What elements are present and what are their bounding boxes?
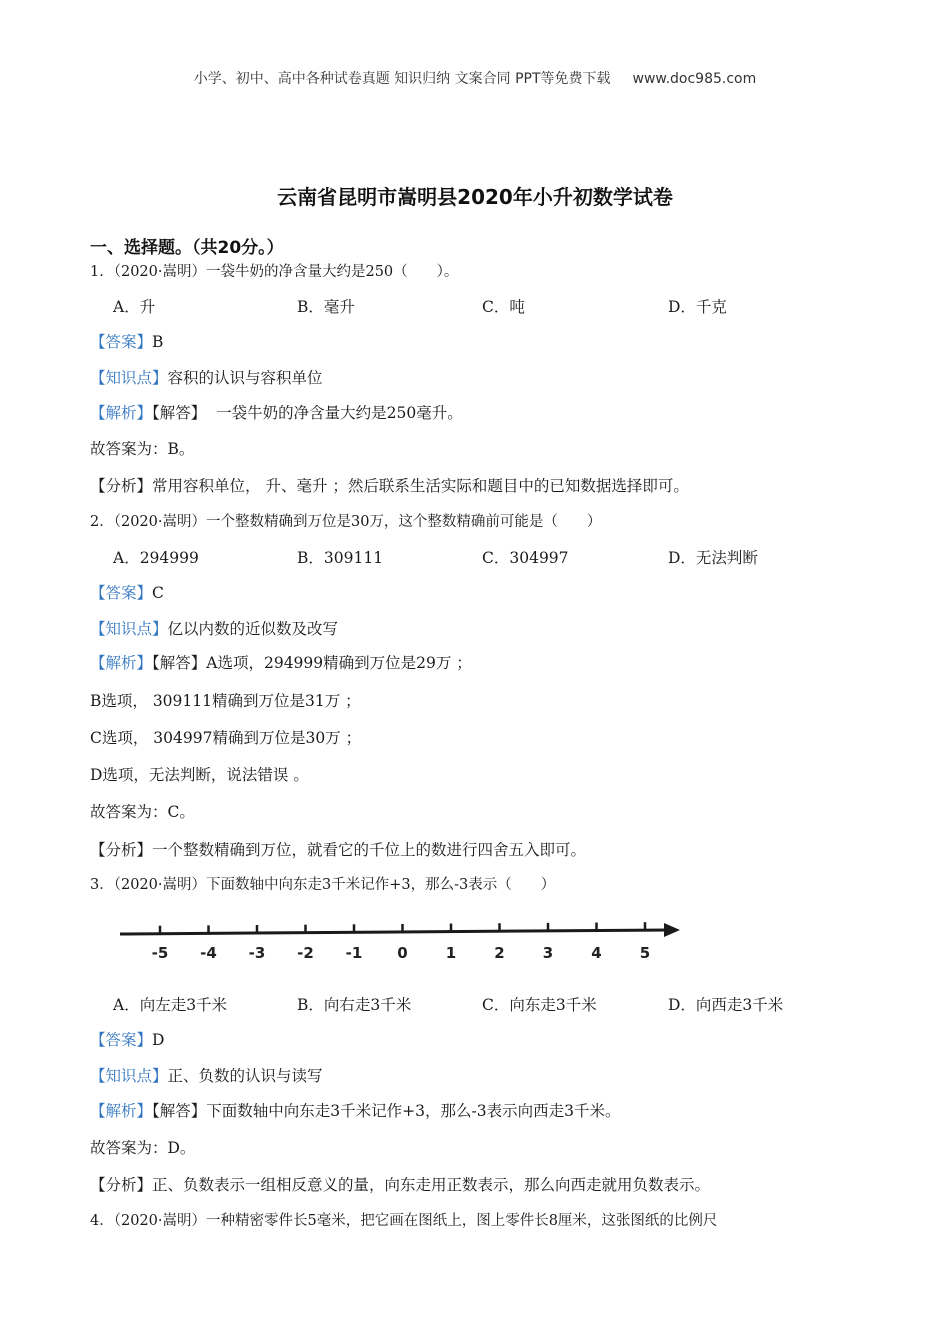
q2-line-c: C选项， 304997精确到万位是30万 ； xyxy=(90,729,362,747)
q2-line-d: D选项，无法判断，说法错误 。 xyxy=(90,766,309,784)
knowledge-tag: 【知识点】 xyxy=(90,369,168,387)
q2-knowledge xyxy=(90,617,338,639)
q3-review-value: 正、负数表示一组相反意义的量，向东走用正数表示，那么向西走就用负数表示。 xyxy=(152,1176,711,1194)
analysis-tag: 【解析】 xyxy=(90,1102,153,1120)
q1-option-c: C．吨 xyxy=(482,298,525,316)
q2-solution-value: A选项，294999精确到万位是29万 ； xyxy=(206,654,472,672)
q1-solution xyxy=(90,401,463,423)
review-tag: 【分析】 xyxy=(90,477,153,495)
q1-review-value: 常用容积单位， 升、毫升 ；然后联系生活实际和题目中的已知数据选择即可。 xyxy=(152,477,689,495)
q2-option-d: D．无法判断 xyxy=(668,549,758,567)
number-line-axis xyxy=(120,930,670,934)
q3-solution-value: 下面数轴中向东走3千米记作+3，那么-3表示向西走3千米。 xyxy=(206,1102,621,1120)
answer-tag: 【答案】 xyxy=(90,333,153,351)
q1-option-b: B．毫升 xyxy=(297,298,355,316)
header-site: www.doc985.com xyxy=(632,71,757,87)
number-line-label: 5 xyxy=(639,944,651,962)
q2-option-a: A．294999 xyxy=(113,549,199,567)
number-line-label: -1 xyxy=(345,944,363,962)
solution-tag: 【解答】 xyxy=(152,1102,207,1120)
number-line-label: 3 xyxy=(542,944,554,962)
number-line-label: 4 xyxy=(591,944,602,962)
answer-tag: 【答案】 xyxy=(90,1031,153,1049)
review-tag: 【分析】 xyxy=(90,841,153,859)
page-title: 云南省昆明市嵩明县2020年小升初数学试卷 xyxy=(277,185,673,209)
q2-answer-value: C xyxy=(152,584,164,602)
q3-option-a: A．向左走3千米 xyxy=(113,996,228,1014)
number-line-label: -4 xyxy=(200,944,217,962)
number-line-label: 1 xyxy=(445,944,457,962)
q2-review xyxy=(90,838,586,860)
analysis-tag: 【解析】 xyxy=(90,654,153,672)
q4-stem: 4．（2020·嵩明）一种精密零件长5毫米，把它画在图纸上，图上零件长8厘米，这张图纸的比例尺 xyxy=(90,1213,718,1229)
review-tag: 【分析】 xyxy=(90,1176,153,1194)
q3-option-b: B．向右走3千米 xyxy=(297,996,412,1014)
q3-answer-value: D xyxy=(152,1031,165,1049)
q2-option-c: C．304997 xyxy=(482,549,569,567)
q2-knowledge-value: 亿以内数的近似数及改写 xyxy=(167,620,339,638)
page-header xyxy=(0,68,950,88)
knowledge-tag: 【知识点】 xyxy=(90,1067,168,1085)
q2-option-b: B．309111 xyxy=(297,549,384,567)
number-line-label: 0 xyxy=(397,944,408,962)
q2-review-value: 一个整数精确到万位，就看它的千位上的数进行四舍五入即可。 xyxy=(152,841,587,859)
q1-knowledge xyxy=(90,366,323,388)
q1-conclusion: 故答案为：B。 xyxy=(90,440,195,458)
q1-answer-value: B xyxy=(152,333,164,351)
q1-knowledge-value: 容积的认识与容积单位 xyxy=(167,369,323,387)
q1-stem: 1．（2020·嵩明）一袋牛奶的净含量大约是250（ ）。 xyxy=(90,264,459,280)
answer-tag: 【答案】 xyxy=(90,584,153,602)
q1-review xyxy=(90,474,689,496)
header-text: 小学、初中、高中各种试卷真题 知识归纳 文案合同 PPT等免费下载 xyxy=(193,71,611,87)
q2-answer xyxy=(90,581,164,603)
knowledge-tag: 【知识点】 xyxy=(90,620,168,638)
q3-option-c: C．向东走3千米 xyxy=(482,996,597,1014)
q2-stem: 2．（2020·嵩明）一个整数精确到万位是30万，这个整数精确前可能是（ ） xyxy=(90,514,602,530)
number-line-figure xyxy=(118,912,690,972)
q3-option-d: D．向西走3千米 xyxy=(668,996,784,1014)
q2-line-b: B选项， 309111精确到万位是31万 ； xyxy=(90,692,361,710)
q1-option-a: A．升 xyxy=(113,298,156,316)
q1-solution-value: 一袋牛奶的净含量大约是250毫升。 xyxy=(216,404,463,422)
number-line-label: -5 xyxy=(151,944,169,962)
q3-solution xyxy=(90,1099,620,1121)
q1-answer xyxy=(90,330,163,352)
number-line-arrow xyxy=(664,923,680,937)
q2-conclusion: 故答案为：C。 xyxy=(90,803,195,821)
q3-review xyxy=(90,1173,710,1195)
solution-tag: 【解答】 xyxy=(152,404,207,422)
q2-solution xyxy=(90,651,472,673)
analysis-tag: 【解析】 xyxy=(90,404,153,422)
number-line-label: -3 xyxy=(248,944,266,962)
q3-stem: 3．（2020·嵩明）下面数轴中向东走3千米记作+3，那么-3表示（ ） xyxy=(90,877,556,893)
q1-option-d: D．千克 xyxy=(668,298,727,316)
q3-knowledge-value: 正、负数的认识与读写 xyxy=(167,1067,323,1085)
q3-conclusion: 故答案为：D。 xyxy=(90,1139,196,1157)
number-line-label: -2 xyxy=(297,944,314,962)
q3-knowledge xyxy=(90,1064,323,1086)
section-heading: 一、选择题。（共20分。） xyxy=(90,238,284,258)
solution-tag: 【解答】 xyxy=(152,654,207,672)
q3-answer xyxy=(90,1028,164,1050)
number-line-label: 2 xyxy=(494,944,505,962)
